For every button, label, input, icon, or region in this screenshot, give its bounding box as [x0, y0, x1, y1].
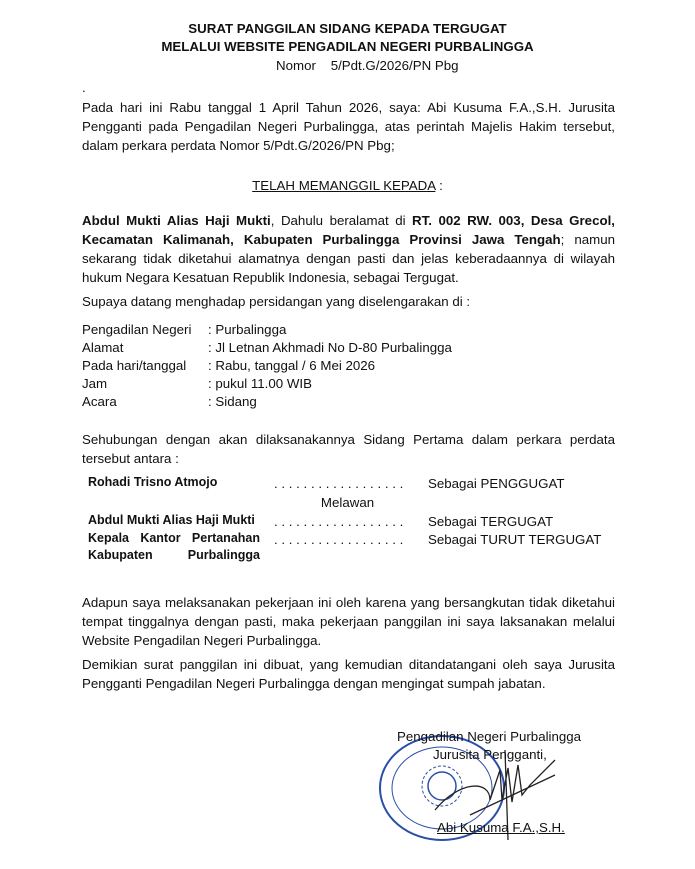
- party-row: [88, 530, 618, 564]
- party-role: Sebagai TERGUGAT: [428, 514, 554, 529]
- party-dots: . . . . . . . . . . . . . . . . . .: [274, 476, 404, 491]
- party-role: Sebagai TURUT TERGUGAT: [428, 532, 602, 547]
- signature-court: Pengadilan Negeri Purbalingga: [397, 729, 582, 744]
- detail-label: Pengadilan Negeri: [82, 322, 192, 337]
- party-role: Sebagai PENGGUGAT: [428, 476, 565, 491]
- detail-label: Pada hari/tanggal: [82, 358, 187, 373]
- detail-value: : pukul 11.00 WIB: [208, 376, 312, 391]
- relation-paragraph: Sehubungan dengan akan dilaksanakannya Sidang Pertama dalam perkara perdata tersebut antara :: [82, 432, 615, 466]
- party-row: [88, 474, 618, 491]
- detail-value: : Rabu, tanggal / 6 Mei 2026: [208, 358, 376, 373]
- detail-label: Acara: [82, 394, 117, 409]
- detail-value: : Jl Letnan Akhmadi No D-80 Purbalingga: [208, 340, 452, 355]
- intro-paragraph: Pada hari ini Rabu tanggal 1 April Tahun 2026, saya: Abi Kusuma F.A.,S.H. Jurusita Pengganti pada Pengadilan Negeri Purbalingga, atas perintah Majelis Hakim tersebut, dalam perkara perdata Nomor 5/Pdt.G/2026/PN Pbg;: [82, 100, 615, 153]
- case-number: Nomor 5/Pdt.G/2026/PN Pbg: [276, 58, 459, 73]
- party-dots: . . . . . . . . . . . . . . . . . .: [274, 532, 404, 547]
- party-row: [88, 512, 618, 529]
- party-dots: . . . . . . . . . . . . . . . . . .: [274, 514, 404, 529]
- signature-name: Abi Kusuma F.A.,S.H.: [437, 820, 565, 835]
- detail-label: Alamat: [82, 340, 124, 355]
- detail-value: : Purbalingga: [208, 322, 287, 337]
- dot: .: [82, 80, 86, 95]
- reason-paragraph: Adapun saya melaksanakan pekerjaan ini oleh karena yang bersangkutan tidak diketahui tempat tinggalnya dengan pasti, maka pekerjaan panggilan ini saya laksanakan melalui Website Pengadilan Negeri Purbalingga.: [82, 595, 615, 648]
- title-line-2: MELALUI WEBSITE PENGADILAN NEGERI PURBALINGGA: [161, 39, 534, 54]
- versus-label: Melawan: [320, 495, 375, 510]
- detail-label: Jam: [82, 376, 108, 391]
- party-name: Abdul Mukti Alias Haji Mukti: [88, 513, 255, 527]
- title-line-1: SURAT PANGGILAN SIDANG KEPADA TERGUGAT: [188, 21, 507, 36]
- closing-paragraph: Demikian surat panggilan ini dibuat, yang kemudian ditandatangani oleh saya Jurusita Pengganti Pengadilan Negeri Purbalingga dengan mengingat sumpah jabatan.: [82, 657, 615, 691]
- party-name: Rohadi Trisno Atmojo: [88, 475, 218, 489]
- signature-position: Jurusita Pengganti,: [433, 747, 547, 762]
- addressee-paragraph: Abdul Mukti Alias Haji Mukti, Dahulu beralamat di RT. 002 RW. 003, Desa Grecol, Kecamatan Kalimanah, Kabupaten Purbalingga Provinsi Jawa Tengah; namun sekarang tidak diketahui alamatnya dengan pasti dan jelas keberadaannya di wilayah hukum Negara Kesatuan Republik Indonesia, sebagai Tergugat.: [82, 213, 615, 285]
- detail-value: : Sidang: [208, 394, 257, 409]
- summon-heading: TELAH MEMANGGIL KEPADA :: [252, 178, 443, 193]
- party-name: Kepala Kantor Pertanahan Kabupaten Purbalingga: [88, 531, 260, 562]
- summon-sentence: Supaya datang menghadap persidangan yang diselengarakan di :: [82, 294, 471, 309]
